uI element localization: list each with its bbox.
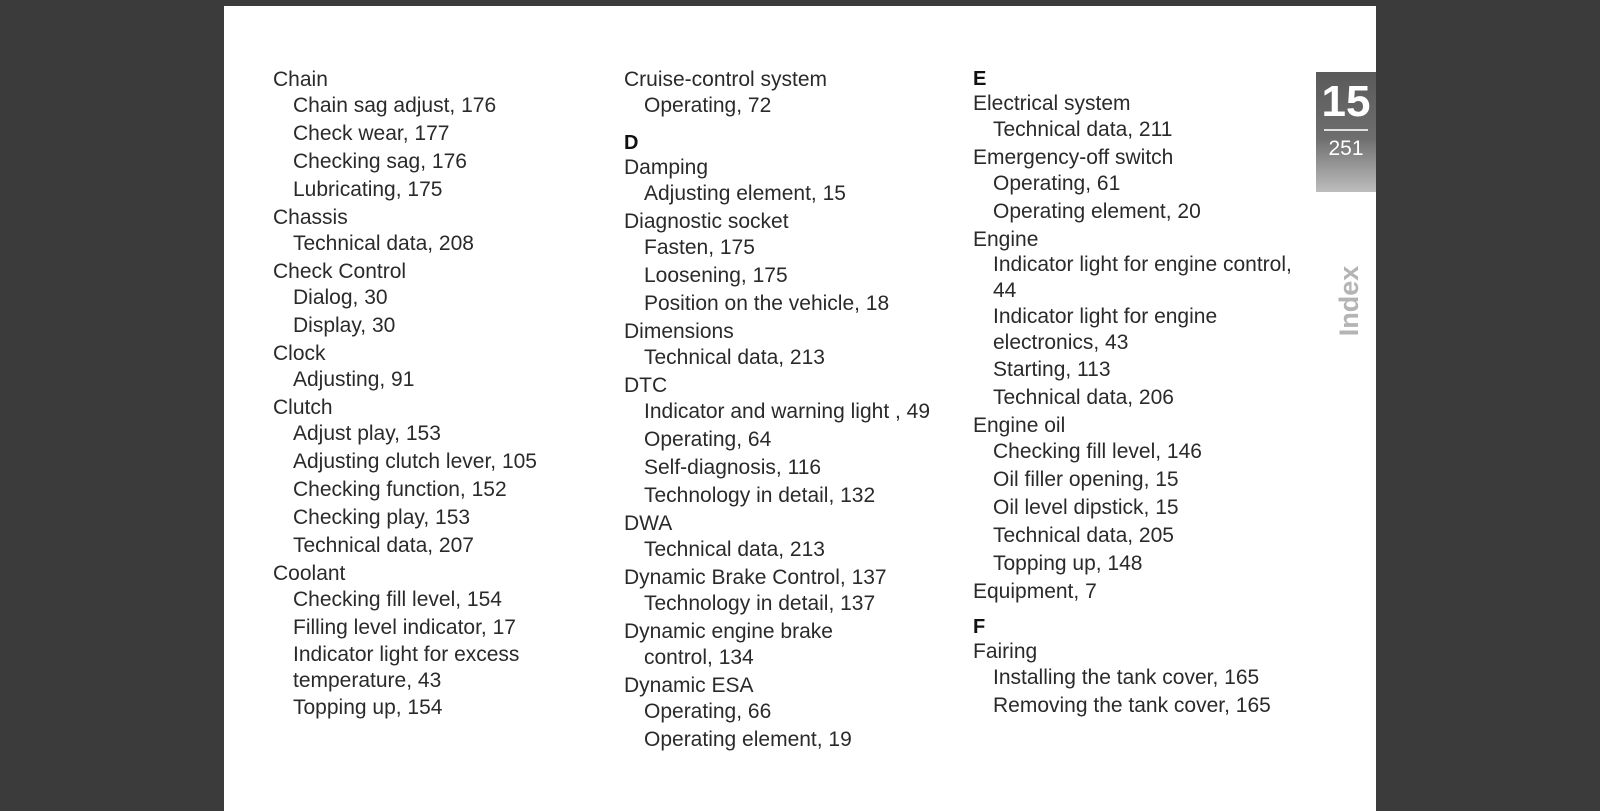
index-subentry: Operating element, 20: [993, 200, 1201, 223]
index-entry: Clutch: [273, 396, 333, 419]
index-subentry: Removing the tank cover, 165: [993, 694, 1271, 717]
index-subentry: Technology in detail, 137: [644, 592, 876, 615]
chapter-number: 15: [1321, 77, 1371, 126]
index-subentry: Checking play, 153: [293, 506, 471, 529]
index-subentry: Adjusting element, 15: [644, 182, 846, 205]
index-subentry: Adjust play, 153: [293, 422, 441, 445]
index-column-3: [973, 68, 1303, 720]
index-subentry: Fasten, 175: [644, 236, 755, 259]
index-subentry: Operating element, 19: [644, 728, 852, 751]
index-letter-heading: D: [624, 132, 639, 154]
index-entry: Fairing: [973, 640, 1038, 663]
index-subentry: Checking function, 152: [293, 478, 507, 501]
index-subentry: Oil level dipstick, 15: [993, 496, 1179, 519]
index-subentry: Operating, 66: [644, 700, 772, 723]
index-subentry: Indicator light for engine electronics, 43: [993, 305, 1218, 354]
index-subentry: Indicator light for excess temperature, 43: [293, 643, 520, 692]
index-subentry: control, 134: [644, 646, 754, 669]
index-column-1: [273, 68, 603, 722]
index-subentry: Operating, 64: [644, 428, 772, 451]
index-subentry: Starting, 113: [993, 358, 1111, 381]
index-subentry: Oil filler opening, 15: [993, 468, 1179, 491]
index-subentry: Indicator and warning light , 49: [644, 400, 931, 423]
tab-divider: [1324, 129, 1368, 131]
index-subentry: Installing the tank cover, 165: [993, 666, 1260, 689]
index-subentry: Filling level indicator, 17: [293, 616, 516, 639]
index-subentry: Adjusting, 91: [293, 368, 415, 391]
index-entry: Dynamic engine brake: [624, 620, 833, 643]
index-entry: Engine oil: [973, 414, 1066, 437]
index-subentry: Technical data, 213: [644, 346, 825, 369]
index-entry: DTC: [624, 374, 668, 397]
index-entry: Dimensions: [624, 320, 734, 343]
index-subentry: Technical data, 207: [293, 534, 474, 557]
index-subentry: Check wear, 177: [293, 122, 450, 145]
index-entry: Damping: [624, 156, 709, 179]
chapter-tab: [1316, 72, 1376, 192]
manual-page: [224, 6, 1376, 811]
index-entry: Dynamic ESA: [624, 674, 754, 697]
index-entry: Chain: [273, 68, 328, 91]
index-subentry: Operating, 61: [993, 172, 1121, 195]
index-subentry: Technical data, 206: [993, 386, 1174, 409]
index-subentry: Lubricating, 175: [293, 178, 443, 201]
index-letter-heading: F: [973, 616, 986, 638]
index-subentry: Position on the vehicle, 18: [644, 292, 890, 315]
index-entry: Equipment, 7: [973, 580, 1097, 603]
index-subentry: Dialog, 30: [293, 286, 388, 309]
page-number: 251: [1328, 137, 1364, 160]
index-column-2: [624, 68, 964, 754]
index-entry: Clock: [273, 342, 326, 365]
index-subentry: Topping up, 154: [293, 696, 443, 719]
index-entry: Chassis: [273, 206, 348, 229]
index-subentry: Indicator light for engine control, 44: [993, 253, 1292, 302]
index-subentry: Technical data, 213: [644, 538, 825, 561]
section-label: Index: [1334, 265, 1364, 337]
index-entry: Emergency-off switch: [973, 146, 1174, 169]
index-entry: Check Control: [273, 260, 407, 283]
index-entry: Electrical system: [973, 92, 1131, 115]
index-subentry: Loosening, 175: [644, 264, 788, 287]
index-subentry: Technical data, 211: [993, 118, 1173, 141]
index-subentry: Self-diagnosis, 116: [644, 456, 822, 479]
index-entry: Diagnostic socket: [624, 210, 789, 233]
index-subentry: Technical data, 205: [993, 524, 1174, 547]
index-subentry: Operating, 72: [644, 94, 772, 117]
index-subentry: Checking fill level, 146: [993, 440, 1202, 463]
index-subentry: Display, 30: [293, 314, 396, 337]
index-entry: Cruise-control system: [624, 68, 828, 91]
index-subentry: Topping up, 148: [993, 552, 1143, 575]
index-subentry: Checking fill level, 154: [293, 588, 502, 611]
index-subentry: Technical data, 208: [293, 232, 474, 255]
index-letter-heading: E: [973, 68, 987, 90]
index-subentry: Checking sag, 176: [293, 150, 467, 173]
index-entry: Coolant: [273, 562, 346, 585]
index-subentry: Chain sag adjust, 176: [293, 94, 497, 117]
index-entry: Dynamic Brake Control, 137: [624, 566, 887, 589]
index-subentry: Technology in detail, 132: [644, 484, 876, 507]
index-entry: DWA: [624, 512, 673, 535]
index-subentry: Adjusting clutch lever, 105: [293, 450, 537, 473]
index-entry: Engine: [973, 228, 1039, 251]
